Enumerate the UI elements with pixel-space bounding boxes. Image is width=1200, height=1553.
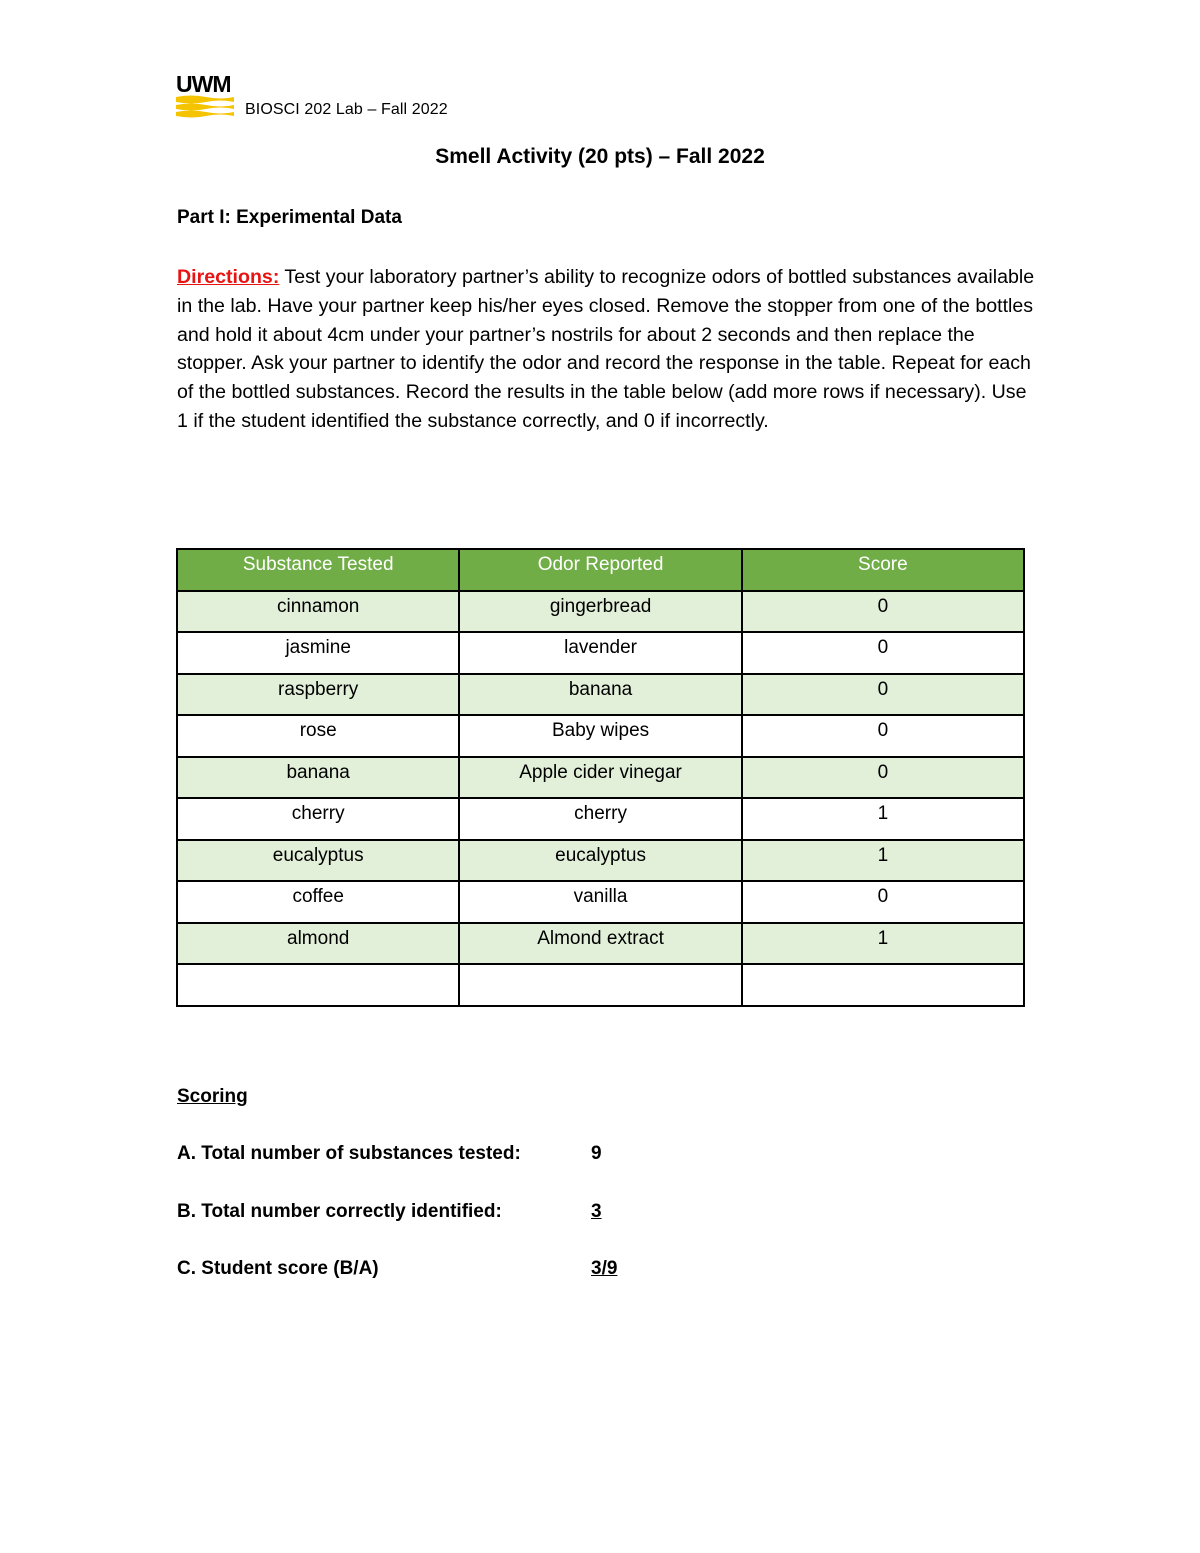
- page-title: Smell Activity (20 pts) – Fall 2022: [435, 145, 765, 168]
- table-row-empty: [177, 964, 1024, 1006]
- substance-cell: cherry: [177, 798, 459, 840]
- substance-cell: cinnamon: [177, 591, 459, 633]
- score-cell: [742, 964, 1024, 1006]
- score-value: 9: [591, 1143, 602, 1164]
- table-row: [177, 632, 1024, 674]
- score-cell: 0: [742, 591, 1024, 633]
- table-row: [177, 674, 1024, 716]
- odor-cell: Apple cider vinegar: [459, 757, 741, 799]
- score-cell: 0: [742, 757, 1024, 799]
- course-label: BIOSCI 202 Lab – Fall 2022: [245, 101, 448, 118]
- odor-cell: [459, 964, 741, 1006]
- score-label: A. Total number of substances tested:: [177, 1143, 521, 1164]
- odor-cell: cherry: [459, 798, 741, 840]
- column-header-odor: Odor Reported: [459, 549, 741, 591]
- odor-cell: eucalyptus: [459, 840, 741, 882]
- substance-cell: eucalyptus: [177, 840, 459, 882]
- table-row: [177, 591, 1024, 633]
- part-heading: Part I: Experimental Data: [177, 207, 402, 228]
- directions-paragraph: [177, 263, 1037, 436]
- substance-cell: jasmine: [177, 632, 459, 674]
- score-cell: 1: [742, 923, 1024, 965]
- odor-cell: gingerbread: [459, 591, 741, 633]
- substance-cell: rose: [177, 715, 459, 757]
- table-row: [177, 881, 1024, 923]
- uwm-logo-icon: [176, 72, 238, 118]
- odor-cell: vanilla: [459, 881, 741, 923]
- table-row: [177, 798, 1024, 840]
- column-header-score: Score: [742, 549, 1024, 591]
- table-row: [177, 757, 1024, 799]
- substance-cell: almond: [177, 923, 459, 965]
- score-label: C. Student score (B/A): [177, 1258, 379, 1279]
- odor-cell: banana: [459, 674, 741, 716]
- directions-text: Test your laboratory partner’s ability to recognize odors of bottled substances available in the lab. Have your partner keep his/her eyes closed. Remove the stopper from one of the bottles and hold it about 4cm under your partner’s nostrils for about 2 seconds and then replace the stopper. Ask your partner to identify the odor and record the response in the table. Repeat for each of the bottled substances. Record the results in the table below (add more rows if necessary). Use 1 if the student identified the substance correctly, and 0 if incorrectly.: [177, 266, 1035, 432]
- score-cell: 0: [742, 715, 1024, 757]
- table-row: [177, 840, 1024, 882]
- score-cell: 0: [742, 674, 1024, 716]
- substance-cell: [177, 964, 459, 1006]
- odor-cell: lavender: [459, 632, 741, 674]
- smell-results-table: [176, 548, 1025, 1007]
- table-row: [177, 923, 1024, 965]
- table-header-row: [177, 549, 1024, 591]
- substance-cell: raspberry: [177, 674, 459, 716]
- substance-cell: banana: [177, 757, 459, 799]
- score-value: 3/9: [591, 1258, 618, 1279]
- column-header-substance: Substance Tested: [177, 549, 459, 591]
- score-cell: 0: [742, 881, 1024, 923]
- score-cell: 1: [742, 840, 1024, 882]
- substance-cell: coffee: [177, 881, 459, 923]
- score-cell: 1: [742, 798, 1024, 840]
- odor-cell: Almond extract: [459, 923, 741, 965]
- odor-cell: Baby wipes: [459, 715, 741, 757]
- svg-text:UWM: UWM: [176, 72, 231, 97]
- table-row: [177, 715, 1024, 757]
- score-label: B. Total number correctly identified:: [177, 1201, 502, 1222]
- scoring-heading: Scoring: [177, 1086, 248, 1107]
- score-value: 3: [591, 1201, 602, 1222]
- score-cell: 0: [742, 632, 1024, 674]
- directions-label: Directions:: [177, 266, 280, 288]
